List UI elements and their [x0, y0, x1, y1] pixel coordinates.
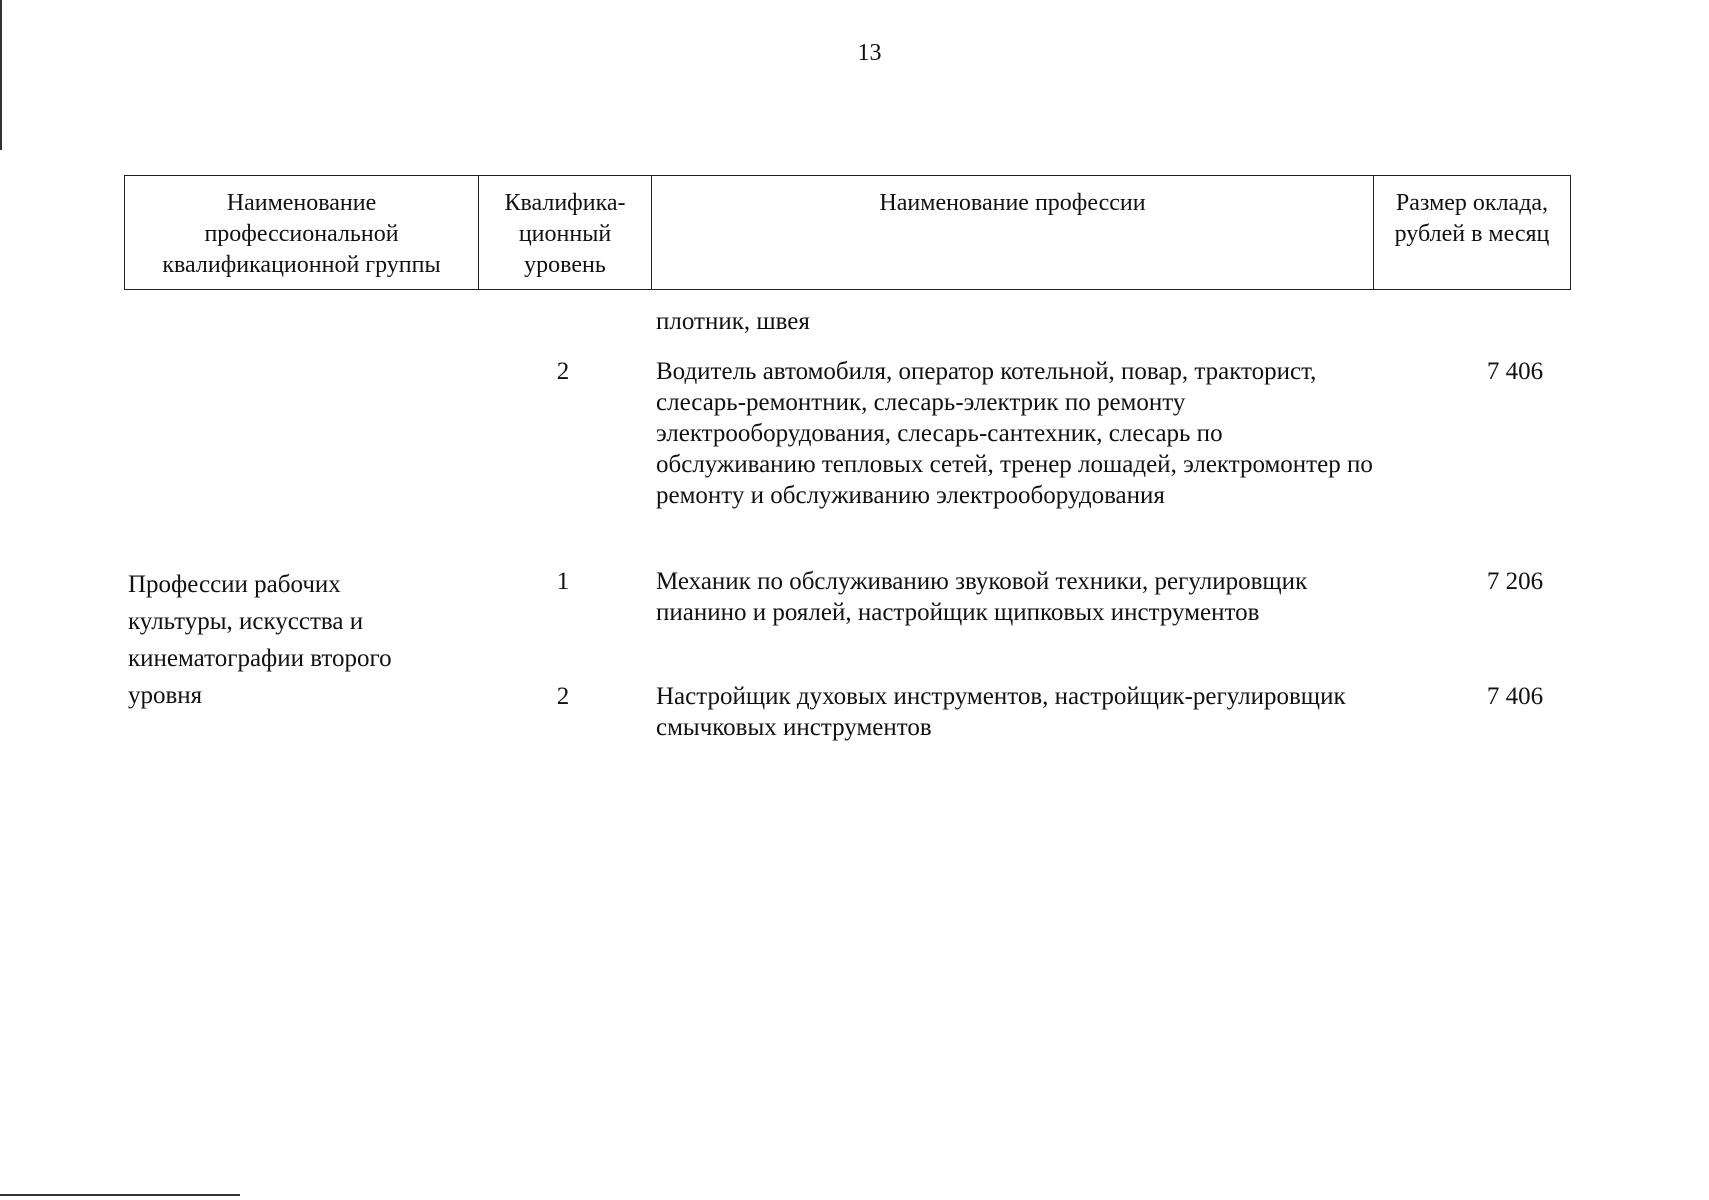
scan-edge-line: [0, 0, 2, 150]
salary-cell: [1380, 566, 1580, 597]
page-number: 13: [857, 40, 882, 66]
salary-value: 7 406: [1486, 683, 1544, 710]
header-level: Квалифика-ционный уровень: [479, 176, 652, 290]
group-cell: Профессии рабочих культуры, искусства и кинематографии второго уровня: [128, 571, 392, 709]
level-cell: 1: [556, 568, 570, 595]
salary-cell: [1380, 681, 1580, 712]
profession-cell: Настройщик духовых инструментов, настройщик-регулировщик смычковых инструментов: [656, 683, 1346, 741]
header-salary: Размер оклада, рублей в месяц: [1374, 176, 1571, 290]
header-row: [125, 176, 1571, 290]
profession-cell: Водитель автомобиля, оператор котельной, повар, тракторист, слесарь-ремонтник, слесарь-электрик по ремонту электрооборудования, слесарь-сантехник, слесарь по обслуживанию тепловых сетей, тренер лошадей, электромонтер по ремонту и обслуживанию электрооборудования: [656, 358, 1373, 509]
level-cell: 2: [556, 683, 570, 710]
salary-cell: [1380, 356, 1580, 387]
scan-bottom-line: [0, 1194, 240, 1196]
profession-cell: Механик по обслуживанию звуковой техники, регулировщик пианино и роялей, настройщик щипковых инструментов: [656, 568, 1308, 626]
salary-value: 7 206: [1486, 568, 1544, 595]
header-group: Наименование профессиональной квалификационной группы: [125, 176, 479, 290]
table-header: [124, 175, 1571, 290]
profession-cell: плотник, швея: [656, 308, 810, 335]
level-cell: 2: [556, 358, 570, 385]
salary-value: 7 406: [1486, 358, 1544, 385]
header-profession: Наименование профессии: [652, 176, 1374, 290]
